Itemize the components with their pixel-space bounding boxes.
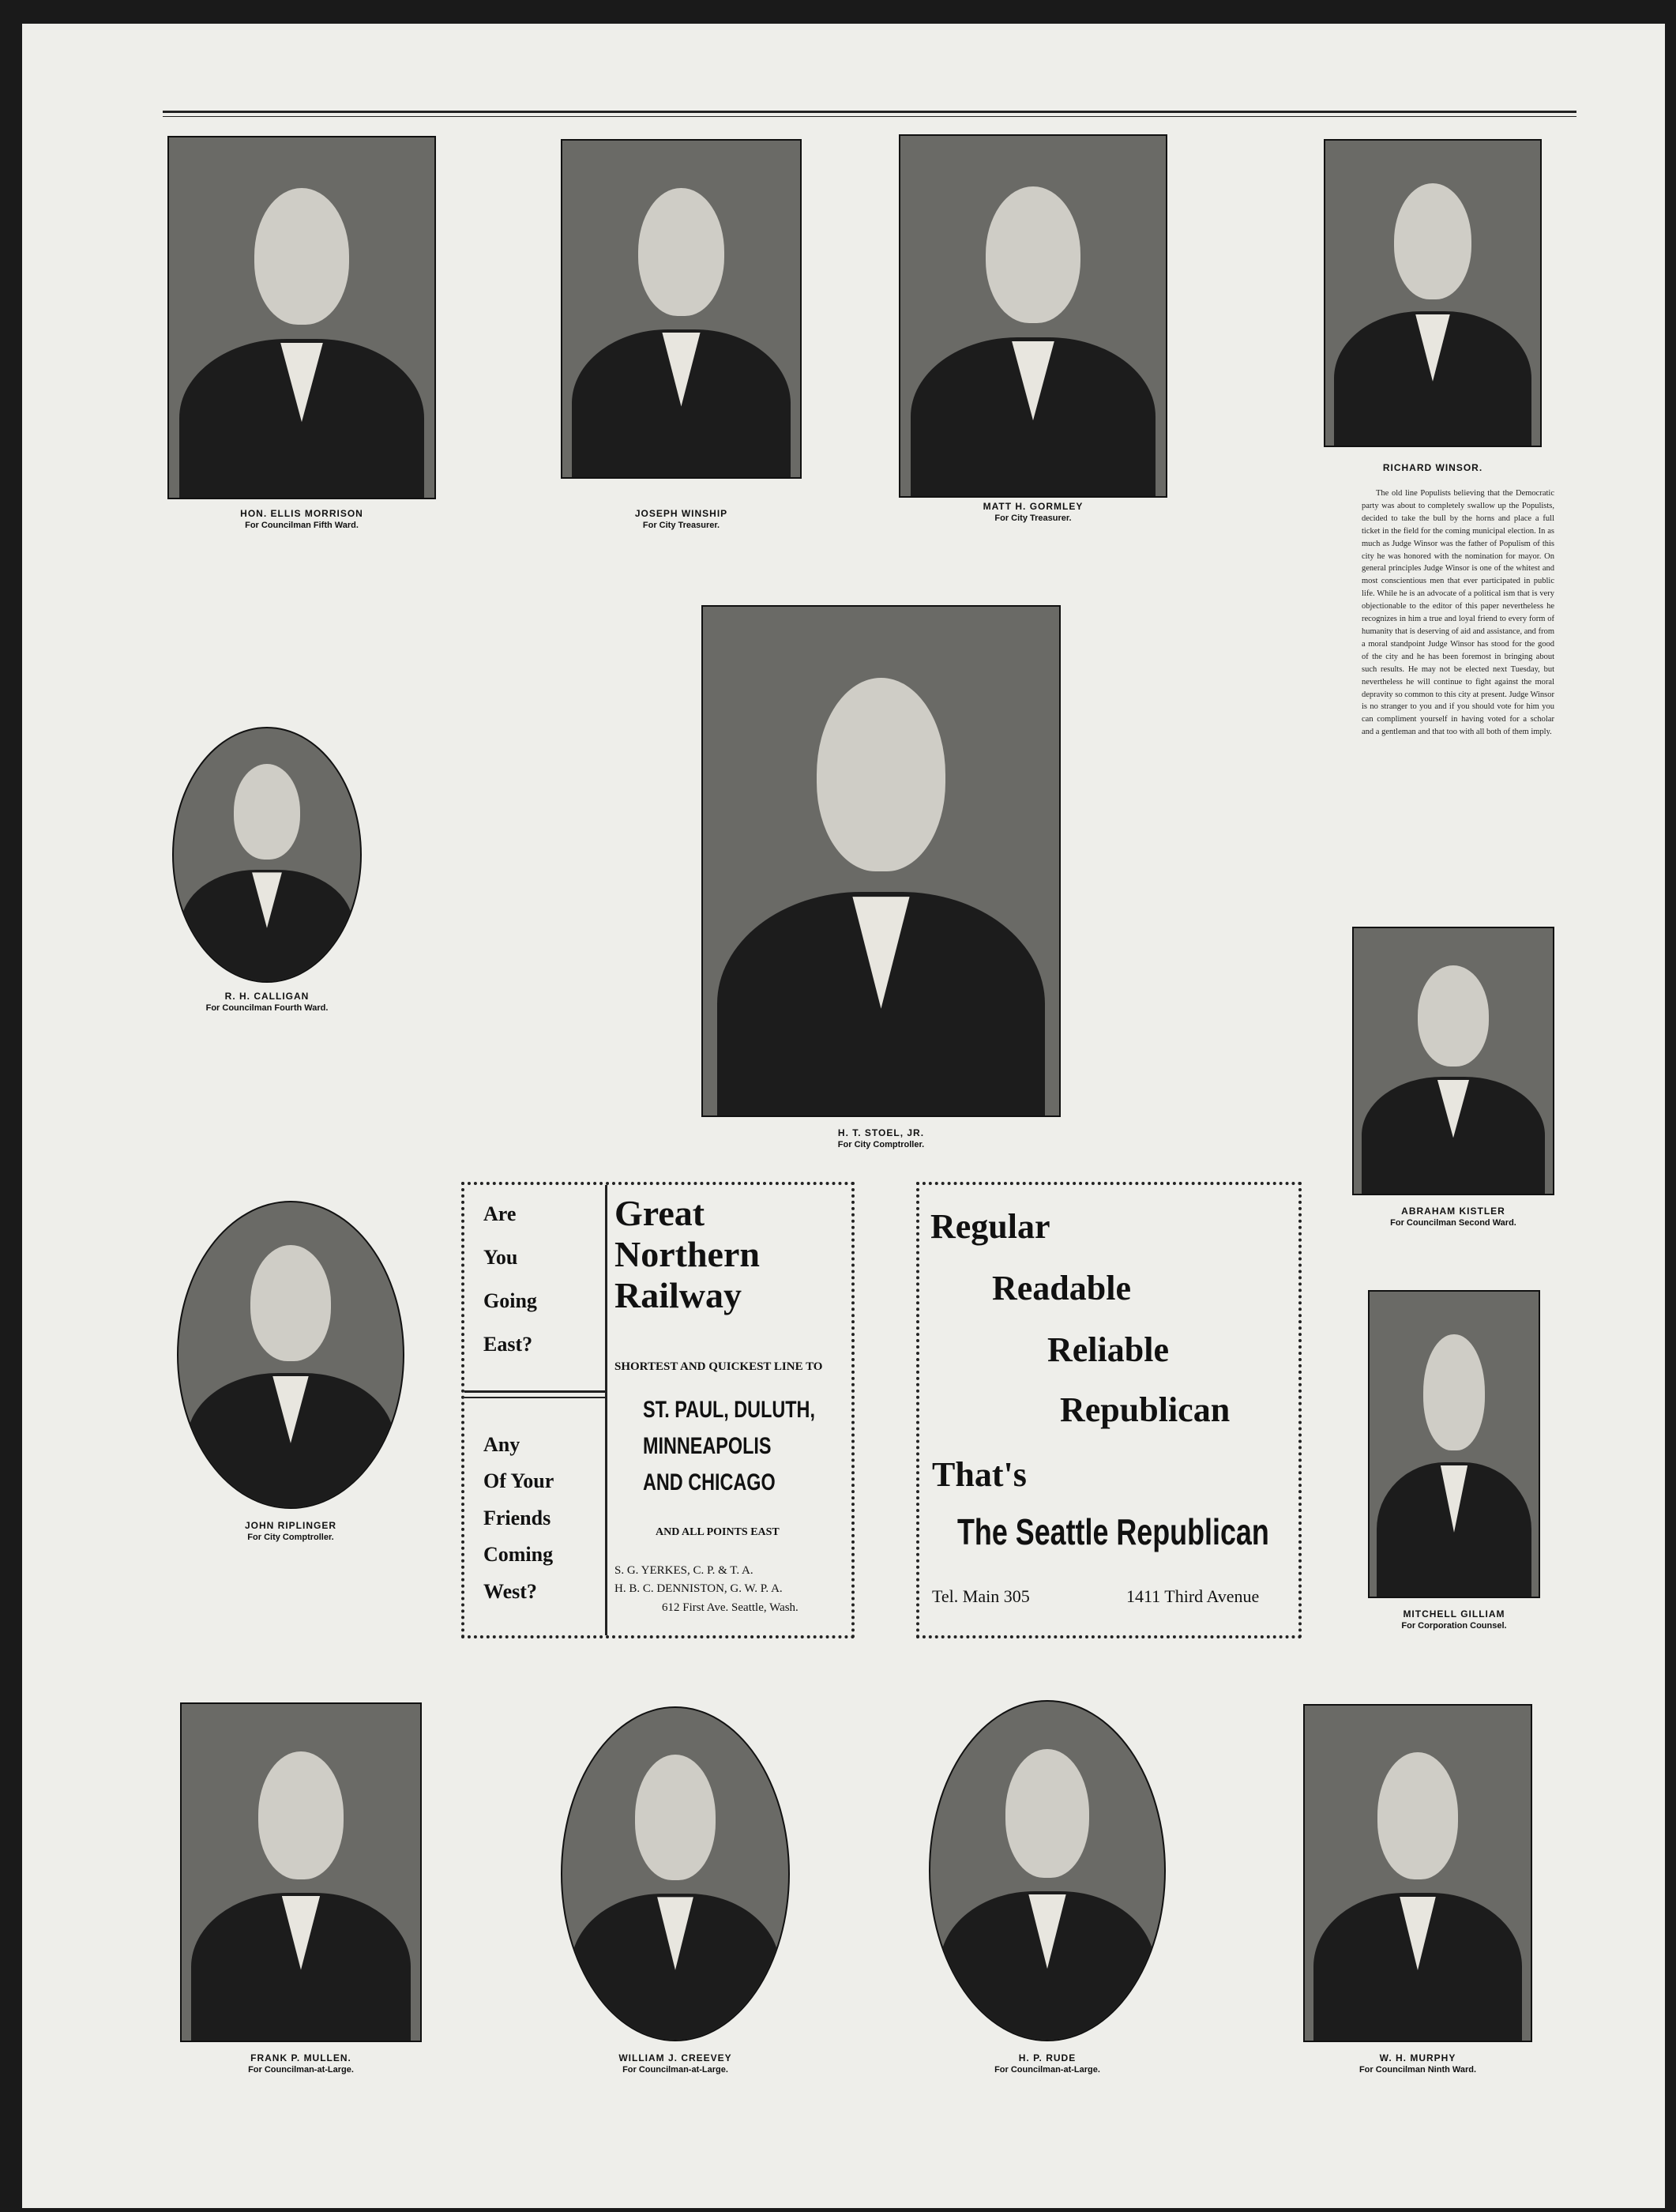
going-east-line-3: Going xyxy=(483,1289,537,1312)
caption-frank-mullen: FRANK P. MULLEN. For Councilman-at-Large. xyxy=(248,2052,354,2075)
railway-title-line-2: Northern xyxy=(614,1234,760,1274)
railway-agent-2: H. B. C. DENNISTON, G. W. P. A. xyxy=(614,1582,783,1595)
caption-wh-murphy: W. H. MURPHY For Councilman Ninth Ward. xyxy=(1358,2052,1477,2075)
railway-cities-line-3: AND CHICAGO xyxy=(643,1469,776,1495)
railway-address: 612 First Ave. Seattle, Wash. xyxy=(662,1601,799,1614)
portrait-mitchell-gilliam xyxy=(1368,1290,1540,1598)
caption-william-creevey: WILLIAM J. CREEVEY For Councilman-at-Large. xyxy=(618,2052,732,2075)
portrait-wh-murphy xyxy=(1303,1704,1532,2042)
caption-matt-gormley: MATT H. GORMLEY For City Treasurer. xyxy=(983,501,1084,523)
friends-west-line-1: Any xyxy=(483,1433,520,1456)
portrait-frank-mullen xyxy=(180,1702,422,2042)
railway-agent-1: S. G. YERKES, C. P. & T. A. xyxy=(614,1564,753,1577)
portrait-joseph-winship xyxy=(561,139,802,479)
going-east-line-4: East? xyxy=(483,1333,533,1356)
portrait-abraham-kistler xyxy=(1352,927,1554,1195)
railway-tagline: SHORTEST AND QUICKEST LINE TO xyxy=(614,1360,823,1373)
caption-ellis-morrison: HON. ELLIS MORRISON For Councilman Fifth Ward. xyxy=(240,508,363,530)
article-richard-winsor: The old line Populists believing that the Democratic party was about to completely swallow up the Populists, decided to take the bull by the horns and place a full ticket in the field for the coming municipal election. In as much as Judge Winsor was the father of Populism of this city he was honored with the nomination for mayor. On general principles Judge Winsor is one of the whitest and most conscientious men that ever participated in public life. While he is an advocate of a political ism that is very objectionable to the editor of this paper nevertheless he recognizes in him a true and loyal friend to every form of humanity that is deserving of aid and assistance, and from a moral standpoint Judge Winsor has stood for the good of the city and he has been foremost in bringing about such results. He may not be elected next Tuesday, but nevertheless he will continue to fight against the moral depravity so common to this city at present. Judge Winsor is no stranger to you and if you should vote for him you can compliment yourself in having voted for a scholar and a gentleman and that too with all both of them imply. xyxy=(1362,489,1554,737)
going-east-line-1: Are xyxy=(483,1202,517,1225)
caption-hp-rude: H. P. RUDE For Councilman-at-Large. xyxy=(994,2052,1100,2075)
friends-west-line-5: West? xyxy=(483,1580,537,1603)
ad-divider-vertical xyxy=(605,1185,607,1635)
republican-thats: That's xyxy=(932,1455,1027,1494)
republican-address: 1411 Third Avenue xyxy=(1126,1586,1260,1606)
caption-joseph-winship: JOSEPH WINSHIP For City Treasurer. xyxy=(634,508,728,530)
great-northern-railway-ad xyxy=(461,1182,855,1638)
railway-title-line-1: Great xyxy=(614,1193,705,1233)
portrait-william-creevey xyxy=(561,1706,790,2041)
railway-cities-line-1: ST. PAUL, DULUTH, xyxy=(643,1397,815,1423)
ad-divider-horizontal xyxy=(464,1390,605,1393)
friends-west-line-4: Coming xyxy=(483,1543,554,1566)
top-rule-thin xyxy=(163,116,1576,117)
portrait-matt-gormley xyxy=(899,134,1167,498)
going-east-line-2: You xyxy=(483,1246,518,1269)
caption-john-riplinger: JOHN RIPLINGER For City Comptroller. xyxy=(244,1520,336,1542)
railway-cities-line-2: MINNEAPOLIS xyxy=(643,1433,772,1459)
ad-divider-horizontal-2 xyxy=(464,1397,605,1398)
railway-title-line-3: Railway xyxy=(614,1275,742,1315)
republican-readable: Readable xyxy=(992,1269,1131,1307)
caption-richard-winsor: RICHARD WINSOR. xyxy=(1382,462,1483,473)
republican-paper-name: The Seattle Republican xyxy=(957,1511,1269,1552)
portrait-richard-winsor xyxy=(1324,139,1542,447)
portrait-hp-rude xyxy=(929,1700,1166,2041)
portrait-ht-stoel xyxy=(701,605,1061,1117)
caption-mitchell-gilliam: MITCHELL GILLIAM For Corporation Counsel. xyxy=(1401,1608,1507,1631)
republican-tel: Tel. Main 305 xyxy=(932,1586,1030,1606)
railway-points-east: AND ALL POINTS EAST xyxy=(656,1526,780,1538)
seattle-republican-ad xyxy=(916,1182,1302,1638)
top-rule xyxy=(163,111,1576,113)
caption-rh-calligan: R. H. CALLIGAN For Councilman Fourth Ward. xyxy=(205,991,329,1013)
caption-abraham-kistler: ABRAHAM KISTLER For Councilman Second Ward. xyxy=(1390,1206,1516,1228)
republican-reliable: Reliable xyxy=(1047,1330,1169,1369)
portrait-ellis-morrison xyxy=(167,136,436,499)
portrait-john-riplinger xyxy=(177,1201,404,1509)
caption-ht-stoel: H. T. STOEL, JR. For City Comptroller. xyxy=(837,1127,925,1149)
portrait-rh-calligan xyxy=(172,727,362,983)
friends-west-line-3: Friends xyxy=(483,1507,551,1529)
republican-republican: Republican xyxy=(1060,1390,1231,1429)
friends-west-line-2: Of Your xyxy=(483,1469,554,1492)
republican-regular: Regular xyxy=(930,1207,1050,1246)
